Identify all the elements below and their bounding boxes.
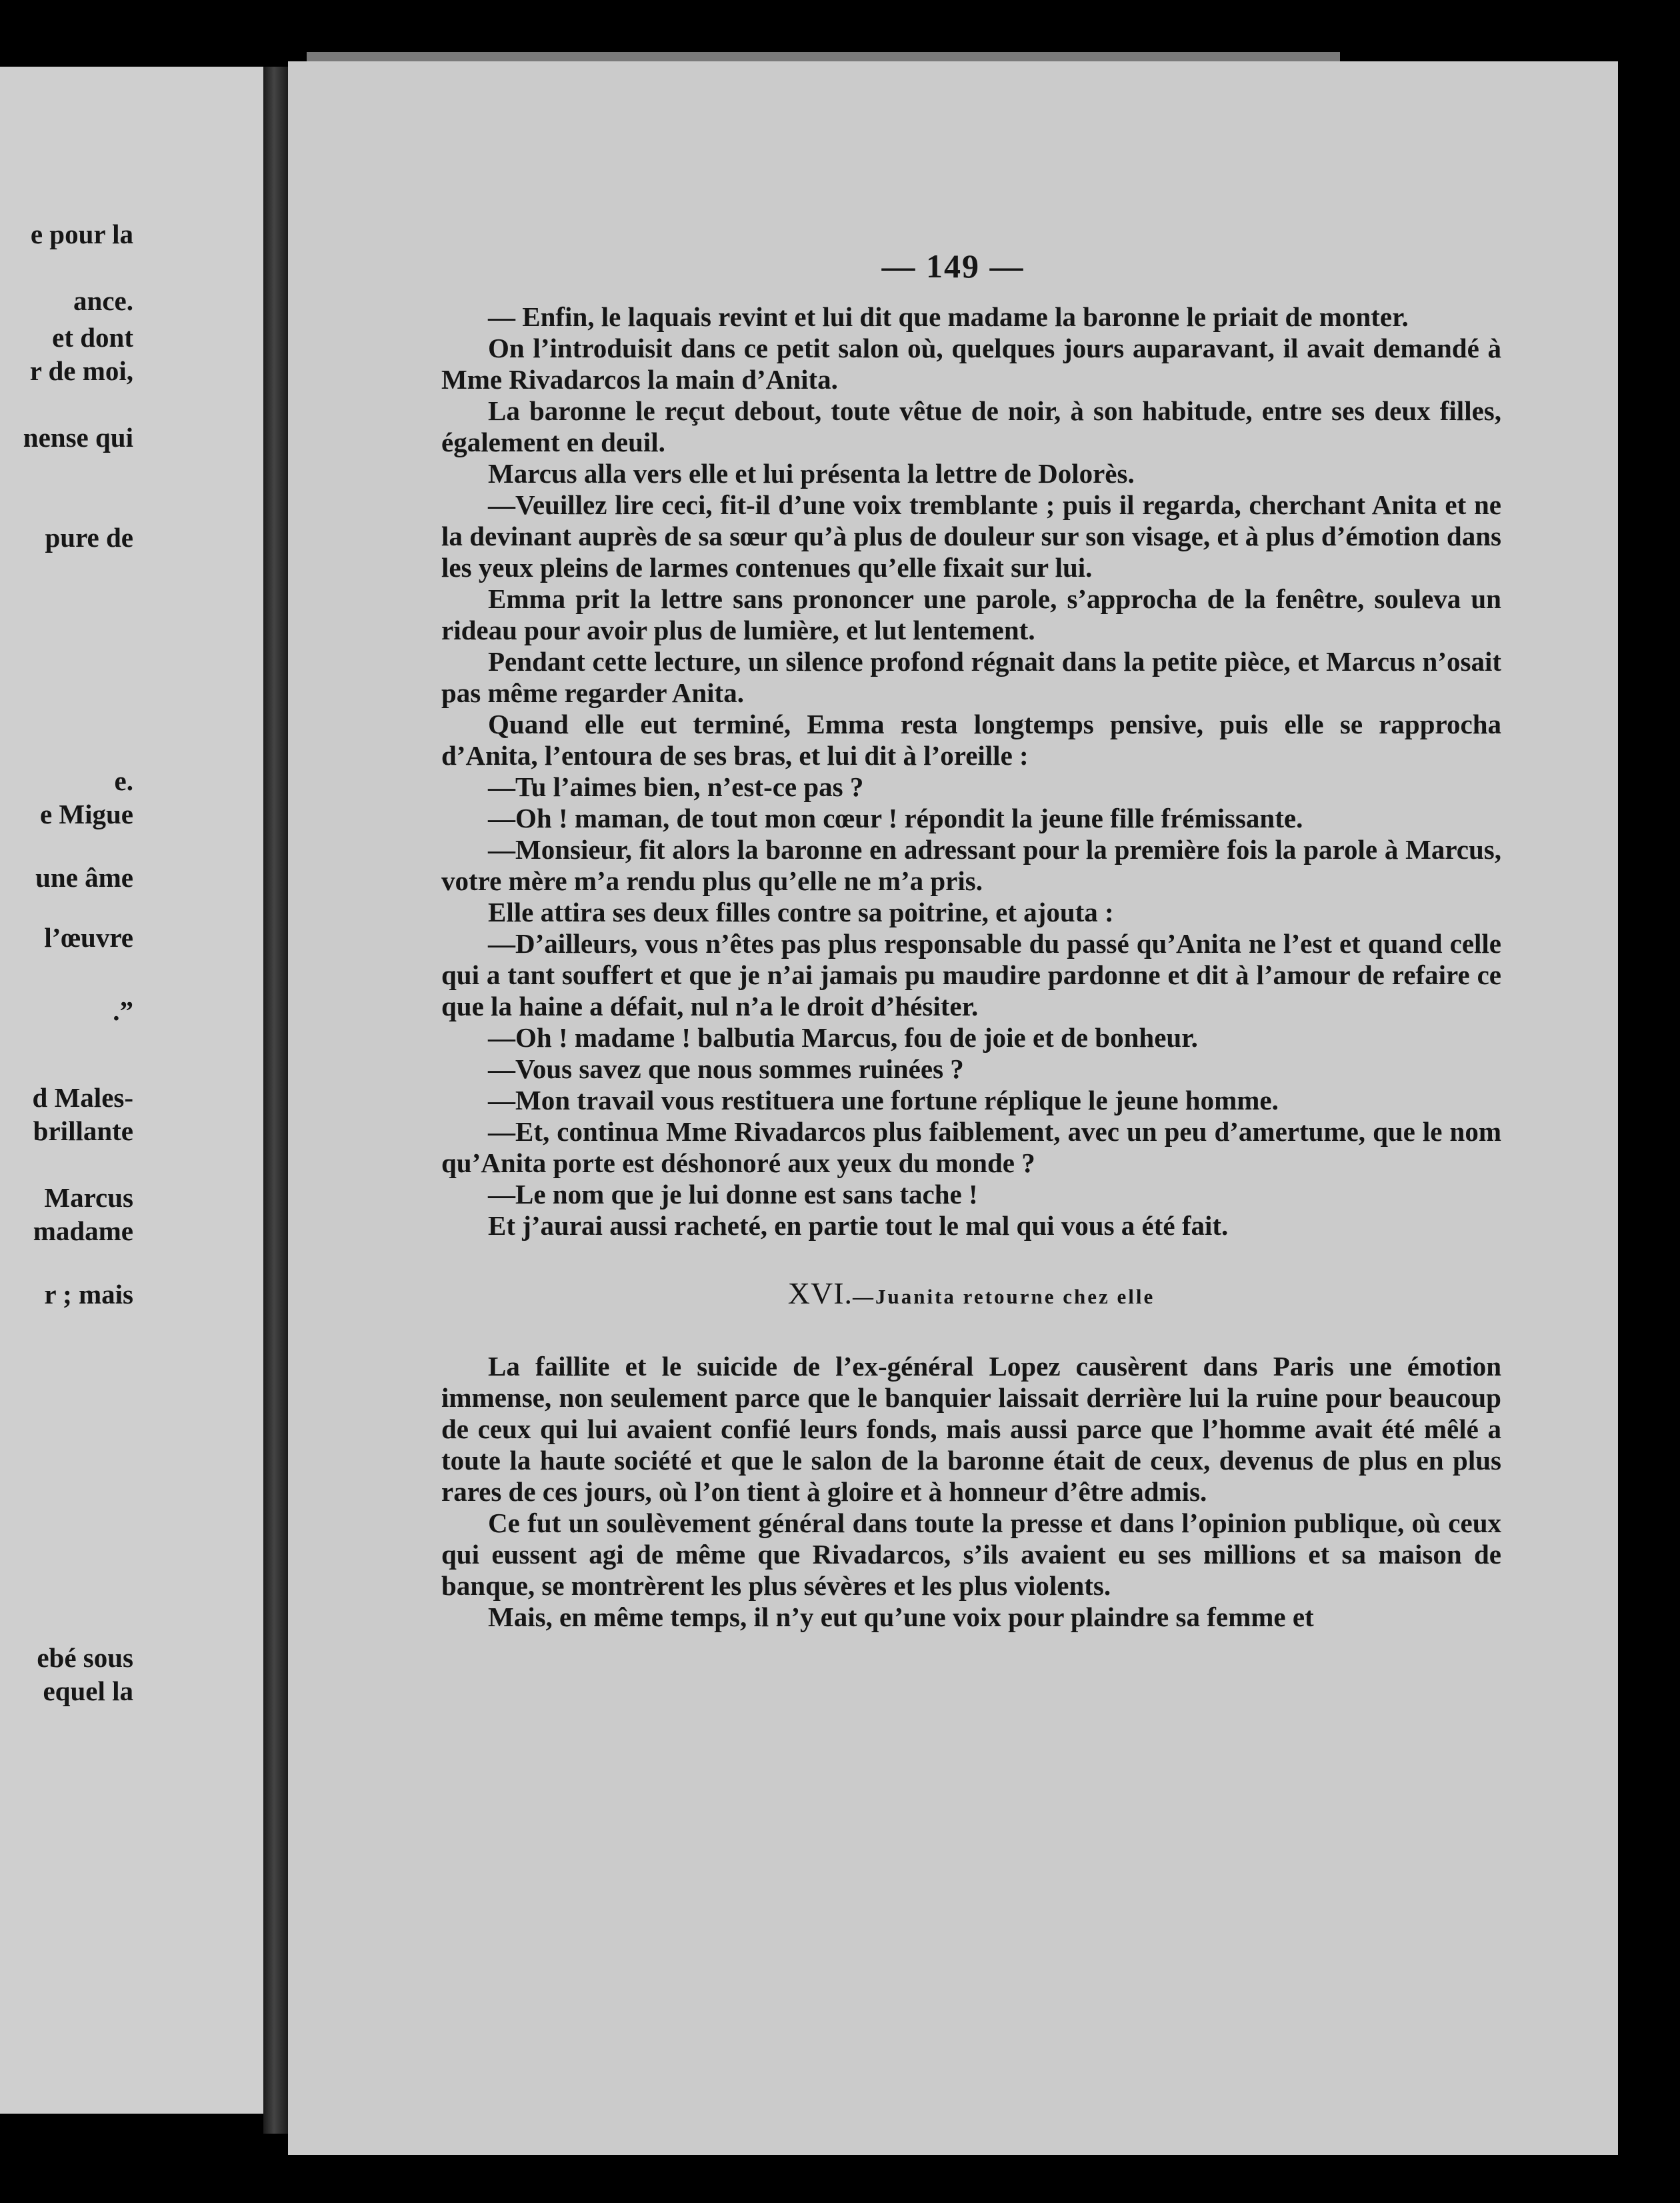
paragraph: Elle attira ses deux filles contre sa poitrine, et ajouta : — [488, 897, 1114, 927]
paragraph: —Monsieur, fit alors la baronne en adressant pour la première fois la parole à Marcus, votre mère m’a rendu plus qu’elle ne m’a pris. — [441, 834, 1501, 896]
chapter-number: XVI. — [787, 1276, 853, 1310]
left-page-line: pure de — [45, 522, 133, 553]
left-page-line: l’œuvre — [44, 922, 133, 953]
paragraph: Et j’aurai aussi racheté, en partie tout le mal qui vous a été fait. — [488, 1210, 1229, 1241]
left-page-line: madame — [33, 1216, 133, 1246]
left-page-line: nense qui — [23, 422, 133, 453]
page-149 — [288, 61, 1618, 2155]
left-page-line: e Migue — [39, 799, 133, 829]
left-page-line: e pour la — [30, 219, 133, 249]
left-page-line: r de moi, — [29, 355, 133, 386]
left-page-line: ebé sous — [37, 1642, 133, 1673]
paragraph: On l’introduisit dans ce petit salon où, quelques jours auparavant, il avait demandé à Mme Rivadarcos la main d’Anita. — [441, 333, 1501, 395]
paragraph: Pendant cette lecture, un silence profond régnait dans la petite pièce, et Marcus n’osait pas même regarder Anita. — [441, 646, 1501, 708]
left-page-line: ance. — [73, 285, 133, 316]
paragraph: Marcus alla vers elle et lui présenta la lettre de Dolorès. — [488, 458, 1135, 489]
chapter-xvi-start — [441, 1351, 1501, 1633]
page-body — [441, 301, 1501, 1633]
paragraph: —Oh ! madame ! balbutia Marcus, fou de joie et de bonheur. — [488, 1022, 1198, 1053]
paragraph: —D’ailleurs, vous n’êtes pas plus responsable du passé qu’Anita ne l’est et quand celle qui a tant souffert et que je n’ai jamais pu maudire pardonne et dit à l’amour de refaire ce que la haine a défait, nul n’a le droit d’hésiter. — [441, 928, 1501, 1021]
left-page-line: et dont — [52, 322, 133, 353]
paragraph: Quand elle eut terminé, Emma resta longtemps pensive, puis elle se rapprocha d’Anita, l’entoura de ses bras, et lui dit à l’oreille : — [441, 709, 1501, 771]
paragraph: Mais, en même temps, il n’y eut qu’une voix pour plaindre sa femme et — [488, 1602, 1314, 1632]
paragraph: Ce fut un soulèvement général dans toute la presse et dans l’opinion publique, où ceux qui eussent agi de même que Rivadarcos, s’ils avaient eu ses millions et sa maison de banque, se montrèrent les plus sévères et les plus violents. — [441, 1508, 1501, 1601]
book-gutter — [263, 67, 290, 2134]
paragraph: Emma prit la lettre sans prononcer une parole, s’approcha de la fenêtre, souleva un rideau pour avoir plus de lumière, et lut lentement. — [441, 583, 1501, 645]
paragraph: La baronne le reçut debout, toute vêtue de noir, à son habitude, entre ses deux filles, également en deuil. — [441, 395, 1501, 457]
chapter-heading — [441, 1278, 1501, 1312]
paragraph: —Mon travail vous restituera une fortune réplique le jeune homme. — [488, 1085, 1279, 1116]
paragraph: —Vous savez que nous sommes ruinées ? — [488, 1053, 964, 1084]
left-page-line: une âme — [35, 862, 133, 893]
previous-page-fragment — [0, 67, 277, 2114]
left-page-line: d Males- — [32, 1082, 133, 1113]
paragraph: —Le nom que je lui donne est sans tache ! — [488, 1179, 978, 1210]
paragraph: —Veuillez lire ceci, fit-il d’une voix tremblante ; puis il regarda, cherchant Anita et ne la devinant auprès de sa sœur qu’à plus de douleur sur son visage, et à plus d’émotion dans les yeux pleins de larmes contenues qu’elle fixait sur lui. — [441, 489, 1501, 583]
left-page-line: equel la — [43, 1676, 133, 1706]
chapter-xv-end — [441, 301, 1501, 1242]
left-page-line: r ; mais — [44, 1279, 133, 1310]
left-page-line: .” — [113, 995, 133, 1026]
paragraph: — Enfin, le laquais revint et lui dit que madame la baronne le priait de monter. — [488, 301, 1409, 332]
left-page-line: Marcus — [44, 1182, 133, 1213]
paragraph: —Et, continua Mme Rivadarcos plus faiblement, avec un peu d’amertume, que le nom qu’Anita porte est déshonoré aux yeux du monde ? — [441, 1116, 1501, 1178]
chapter-title: —Juanita retourne chez elle — [853, 1285, 1155, 1308]
paragraph: —Tu l’aimes bien, n’est-ce pas ? — [488, 771, 864, 802]
paragraph: —Oh ! maman, de tout mon cœur ! répondit la jeune fille frémissante. — [488, 803, 1303, 833]
left-page-line: brillante — [33, 1116, 133, 1146]
left-page-line: e. — [114, 765, 133, 796]
page-number: — 149 — — [881, 247, 1025, 285]
paragraph: La faillite et le suicide de l’ex-général Lopez causèrent dans Paris une émotion immense, non seulement parce que le banquier laissait derrière lui la ruine pour beaucoup de ceux qui lui avaient confié leurs fonds, mais aussi parce que l’homme avait été mêlé a toute la haute société et que le salon de la baronne était de ceux, devenus de plus en plus rares de ces jours, où l’on tient à gloire et à honneur d’être admis. — [441, 1351, 1501, 1507]
